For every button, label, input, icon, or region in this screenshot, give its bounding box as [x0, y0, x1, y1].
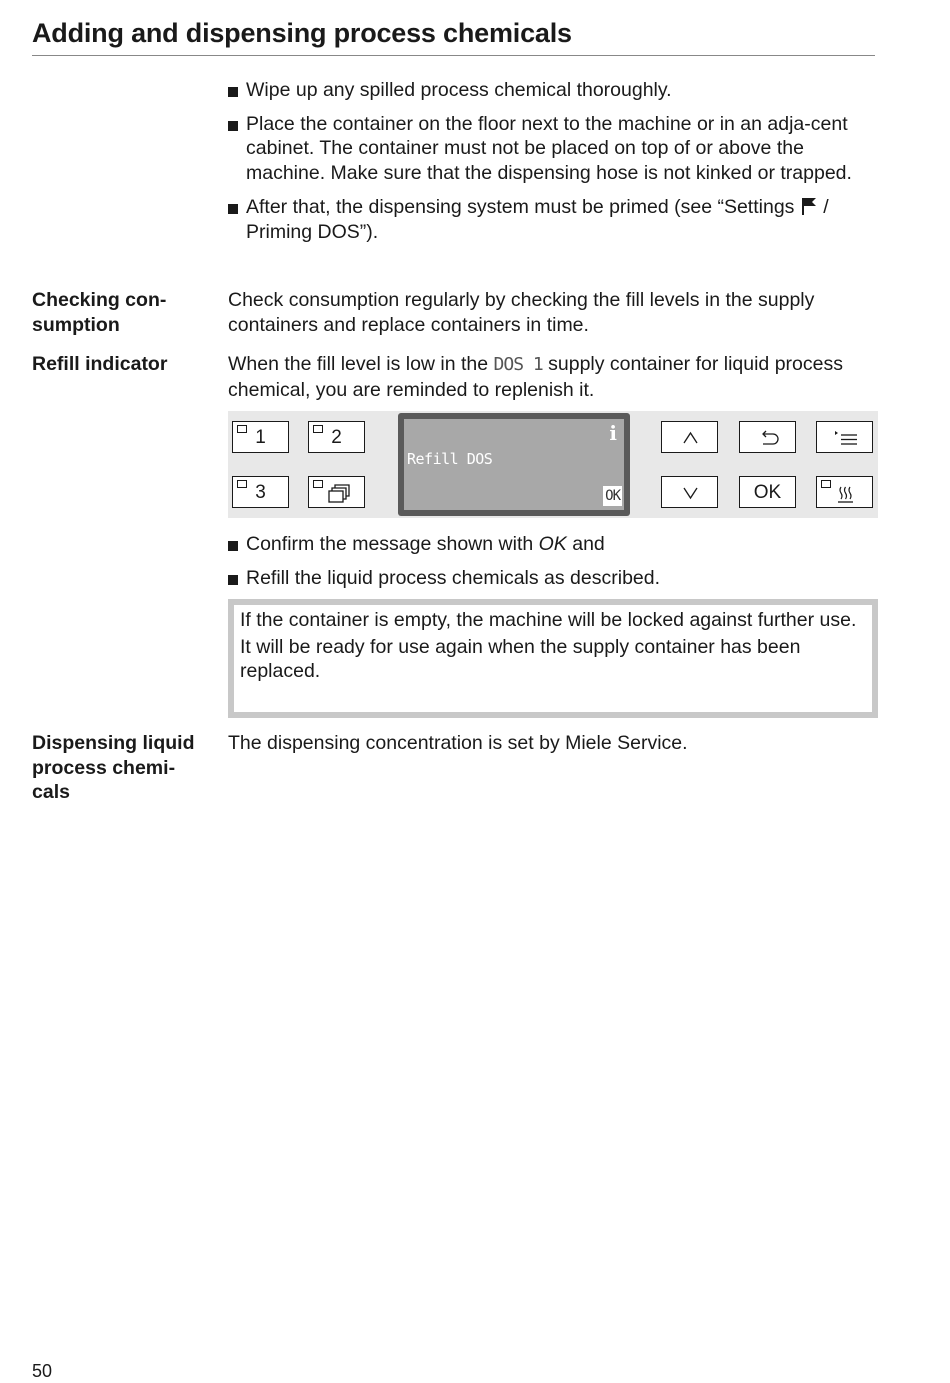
- bullet-square-icon: [228, 541, 238, 551]
- program-1-button[interactable]: [232, 421, 289, 453]
- note-box: [228, 599, 878, 718]
- program-3-button[interactable]: [232, 476, 289, 508]
- list-item: [228, 566, 878, 591]
- menu-button[interactable]: [816, 421, 873, 453]
- drying-icon: [817, 477, 874, 509]
- back-button[interactable]: [739, 421, 796, 453]
- bullet-text: / Priming DOS”).: [246, 195, 829, 243]
- bullet-text: Place the container on the floor next to the machine or in an adja-cent cabinet. The container must not be placed on top of or above the machine. Make sure that the dispensing hose is not kinked or trapped.: [246, 112, 852, 185]
- list-item: [228, 112, 878, 186]
- note-line: If the container is empty, the machine will be locked against further use.: [240, 609, 857, 631]
- dos-code: DOS 1: [493, 354, 543, 375]
- ok-button[interactable]: [739, 476, 796, 508]
- refill-indicator-text: [228, 352, 878, 402]
- drying-button[interactable]: [816, 476, 873, 508]
- bullet-text: Refill the liquid process chemicals as described.: [246, 566, 661, 589]
- label-line: sumption: [32, 313, 120, 336]
- info-icon: i: [609, 421, 617, 445]
- bullet-square-icon: [228, 575, 238, 585]
- bullet-text: Wipe up any spilled process chemical thoroughly.: [246, 79, 672, 101]
- list-item: [228, 532, 878, 557]
- bullet-text: and: [566, 533, 605, 555]
- key-label: 3: [255, 482, 266, 503]
- bullet-text: After that, the dispensing system must be primed (see “Settings: [246, 195, 800, 218]
- list-item: [228, 78, 878, 103]
- dispensing-label: [32, 731, 212, 805]
- page-title: Adding and dispensing process chemicals: [32, 18, 875, 56]
- refill-indicator-label: Refill indicator: [32, 353, 168, 375]
- label-line: Dispensing liquid: [32, 732, 195, 754]
- menu-icon: [817, 422, 874, 454]
- flag-icon: [800, 197, 818, 215]
- control-panel: [228, 411, 878, 518]
- list-item: [228, 195, 878, 244]
- lcd-display: [398, 413, 630, 516]
- up-button[interactable]: [661, 421, 718, 453]
- text-part: When the fill level is low in the: [228, 353, 494, 375]
- display-ok: OK: [605, 488, 620, 504]
- page-number: 50: [32, 1361, 53, 1381]
- note-line: It will be ready for use again when the supply container has been replaced.: [240, 635, 801, 683]
- label-line: Checking con-: [32, 289, 167, 311]
- label-line: cals: [32, 781, 70, 803]
- label-line: process chemi-: [32, 756, 176, 779]
- bullet-text: Confirm the message shown with: [246, 533, 539, 555]
- dispensing-text: The dispensing concentration is set by Miele Service.: [228, 732, 688, 754]
- up-arrow-icon: [662, 422, 719, 454]
- key-label: OK: [753, 482, 782, 503]
- down-arrow-icon: [662, 477, 719, 509]
- checking-consumption-text: Check consumption regularly by checking the fill levels in the supply containers and replace containers in time.: [228, 289, 815, 336]
- display-screen: [404, 419, 624, 510]
- key-label: 2: [331, 427, 342, 448]
- back-arrow-icon: [740, 422, 797, 454]
- key-label: 1: [255, 427, 266, 448]
- mid-bullet-list: [228, 532, 878, 599]
- display-message: Refill DOS: [407, 450, 493, 468]
- checking-consumption-label: [32, 288, 212, 337]
- text-part: supply container for liquid process chemical, you are reminded to replenish it.: [228, 353, 843, 401]
- top-bullet-list: [228, 78, 878, 253]
- program-2-button[interactable]: [308, 421, 365, 453]
- clock-stack-icon: [309, 477, 366, 509]
- bullet-square-icon: [228, 87, 238, 97]
- down-button[interactable]: [661, 476, 718, 508]
- program-list-button[interactable]: [308, 476, 365, 508]
- emphasis-text: OK: [538, 533, 567, 555]
- bullet-square-icon: [228, 204, 238, 214]
- bullet-square-icon: [228, 121, 238, 131]
